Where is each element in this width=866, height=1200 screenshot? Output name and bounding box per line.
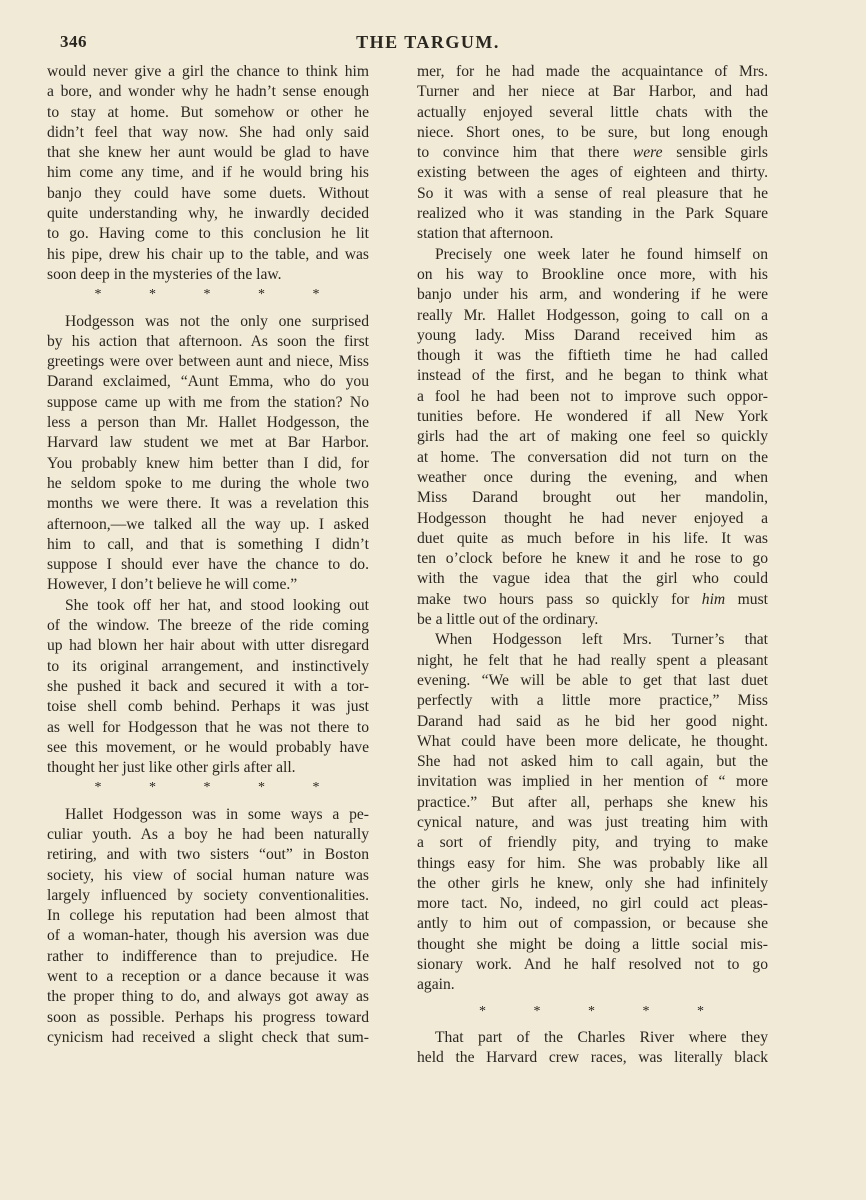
text-line: cynicism had received a slight check that sum-	[47, 1028, 369, 1046]
text-line: held the Harvard crew races, was literally black	[417, 1049, 768, 1067]
text-line: Hodgesson thought he had never enjoyed a	[417, 509, 768, 527]
text-line: soon deep in the mysteries of the law.	[47, 265, 282, 283]
text-line: young lady. Miss Darand received him as	[417, 326, 768, 344]
text-line: of the window. The breeze of the ride coming	[47, 617, 369, 635]
text-line: his pipe, drew his chair up to the table, and was	[47, 245, 369, 263]
text-line: less a person than Mr. Hallet Hodgesson, the	[47, 414, 369, 432]
text-line: rather to indifference than to prejudice. He	[47, 947, 369, 965]
text-line: more tact. No, indeed, no girl could act pleas-	[417, 895, 768, 913]
text-line: he seldom spoke to me during the whole two	[47, 474, 369, 492]
text-line: suppose I should ever have the chance to do.	[47, 556, 369, 574]
text-line: girls had the art of making one feel so quickly	[417, 428, 768, 446]
text-line: toise shell comb behind. Perhaps it was just	[47, 698, 369, 716]
text-line: In college his reputation had been almost that	[47, 907, 369, 925]
text-line: suppose came up with me from the station? No	[47, 393, 369, 411]
text-line: Precisely one week later he found himself on	[435, 245, 768, 263]
page-header	[48, 32, 808, 58]
text-run: must	[725, 590, 768, 608]
text-line: practice.” But after all, perhaps she knew his	[417, 793, 768, 811]
text-line: on his way to Brookline once more, with his	[417, 265, 768, 283]
text-line: perfectly with a little more practice,” Miss	[417, 692, 768, 710]
running-title: THE TARGUM.	[356, 32, 500, 52]
text-line: evening. “We will be able to get that last duet	[417, 671, 768, 689]
text-line: a fool he had been not to improve such oppor-	[417, 387, 768, 405]
text-line: to its original arrangement, and instinctively	[47, 657, 369, 675]
text-line: be a little out of the ordinary.	[417, 611, 599, 629]
text-line: though it was the fiftieth time he had called	[417, 347, 768, 365]
text-line: ten o’clock before he knew it and he rose to go	[417, 550, 768, 568]
text-line: Hodgesson was not the only one surprised	[65, 312, 369, 330]
text-line: night, he felt that he had really spent a pleasant	[417, 651, 768, 669]
section-break-stars: * * * * *	[94, 287, 322, 303]
text-line: him to call, and that is something I didn’t	[47, 535, 369, 553]
text-line: Miss Darand brought out her mandolin,	[417, 489, 768, 507]
text-run: sensible girls	[662, 144, 768, 162]
text-line	[417, 590, 768, 610]
text-line: banjo they could have some duets. Without	[47, 184, 369, 202]
text-line: She took off her hat, and stood looking out	[65, 596, 369, 614]
emphasis-text: him	[701, 590, 726, 608]
text-line: actually enjoyed several little chats with the	[417, 103, 768, 121]
text-run: make two hours pass so quickly for	[417, 590, 702, 608]
text-line: banjo under his arm, and wondering if he were	[417, 286, 768, 304]
text-line: really Mr. Hallet Hodgesson, going to call on a	[417, 306, 768, 324]
text-line: didn’t feel that way now. She had only said	[47, 123, 369, 141]
text-line: niece. Short ones, to be sure, but long enough	[417, 123, 768, 141]
text-line: duet quite as much before in his life. It was	[417, 529, 768, 547]
text-line: sionary work. And he half resolved not to go	[417, 956, 768, 974]
text-line: instead of the first, and he began to think what	[417, 367, 768, 385]
text-line: However, I don’t believe he will come.”	[47, 576, 298, 594]
text-line: to stay at home. But somehow or other he	[47, 103, 369, 121]
text-line: thought her just like other girls after all.	[47, 759, 296, 777]
text-line: went to a reception or a dance because it was	[47, 968, 369, 986]
text-line: Darand had said as he bid her good night.	[417, 712, 768, 730]
text-line: to go. Having come to this conclusion he lit	[47, 225, 369, 243]
text-line: see this movement, or he would probably have	[47, 738, 369, 756]
text-line: She had not asked him to call again, but the	[417, 753, 768, 771]
text-line: retiring, and with two sisters “out” in Boston	[47, 846, 369, 864]
right-column	[417, 62, 768, 1069]
text-line: thought she might be doing a little social mis-	[417, 935, 768, 953]
text-line: as well for Hodgesson that he was not there to	[47, 718, 369, 736]
text-run: to convince him that there	[417, 144, 633, 162]
text-line: the proper thing to do, and always got away as	[47, 988, 369, 1006]
text-line: You probably knew him better than I did, for	[47, 454, 369, 472]
left-column	[47, 62, 369, 1048]
emphasis-text: were	[632, 144, 663, 162]
text-line: a bore, and wonder why he hadn’t sense enough	[47, 83, 369, 101]
text-line: mer, for he had made the acquaintance of Mrs.	[417, 63, 768, 80]
text-line: months we were there. It was a revelation this	[47, 495, 369, 513]
text-line: weather once during the evening, and when	[417, 468, 768, 486]
text-line: would never give a girl the chance to think him	[47, 63, 369, 80]
text-line: Harvard law student we met at Bar Harbor.	[47, 434, 369, 452]
text-line: she pushed it back and secured it with a tor-	[47, 677, 369, 695]
text-line: invitation was implied in her mention of “ more	[417, 773, 768, 791]
text-line: Turner and her niece at Bar Harbor, and had	[417, 83, 768, 101]
text-line: that she knew her aunt would be glad to have	[47, 144, 369, 162]
text-line: So it was with a sense of real pleasure that he	[417, 184, 768, 202]
text-line: Hallet Hodgesson was in some ways a pe-	[65, 805, 369, 823]
text-line: greetings were over between aunt and niece, Miss	[47, 353, 369, 371]
text-line: cynical nature, and was just treating him with	[417, 813, 768, 831]
text-line: largely influenced by society conventionalities.	[47, 886, 369, 904]
text-line: When Hodgesson left Mrs. Turner’s that	[435, 631, 768, 649]
text-line: again.	[417, 976, 455, 994]
text-line: existing between the ages of eighteen and thirty.	[417, 164, 768, 182]
text-line: of a woman-hater, though his aversion was due	[47, 927, 369, 945]
text-line: antly to him out of compassion, or because she	[417, 915, 768, 933]
text-line: up had blown her hair about with utter disregard	[47, 637, 369, 655]
text-line: society, his view of social human nature was	[47, 866, 369, 884]
text-line: quite understanding why, he inwardly decided	[47, 205, 369, 223]
text-line: Darand exclaimed, “Aunt Emma, who do you	[47, 373, 369, 391]
text-line: things easy for him. She was probably like all	[417, 854, 768, 872]
page-number: 346	[60, 32, 87, 51]
text-line: with the vague idea that the girl who could	[417, 570, 768, 588]
text-line: him come any time, and if he would bring his	[47, 164, 369, 182]
section-break-stars: * * * * *	[94, 780, 322, 796]
text-line: a sort of friendly pity, and trying to make	[417, 834, 768, 852]
text-line: afternoon,—we talked all the way up. I asked	[47, 515, 369, 533]
text-line: station that afternoon.	[417, 225, 554, 243]
text-line: What could have been more delicate, he thought.	[417, 732, 768, 750]
text-line: That part of the Charles River where they	[435, 1028, 768, 1046]
text-line: the other girls he knew, only she had infinitely	[417, 874, 768, 892]
text-line: culiar youth. As a boy he had been naturally	[47, 825, 369, 843]
text-line: realized who it was standing in the Park Square	[417, 205, 768, 223]
text-line: soon as possible. Perhaps his progress toward	[47, 1008, 369, 1026]
text-line: at home. The conversation did not turn on the	[417, 448, 768, 466]
text-line: tunities before. He wondered if all New York	[417, 408, 768, 426]
section-break-stars: * * * * *	[479, 1003, 706, 1019]
text-line	[417, 143, 768, 163]
text-line: by his action that afternoon. As soon the first	[47, 332, 369, 350]
